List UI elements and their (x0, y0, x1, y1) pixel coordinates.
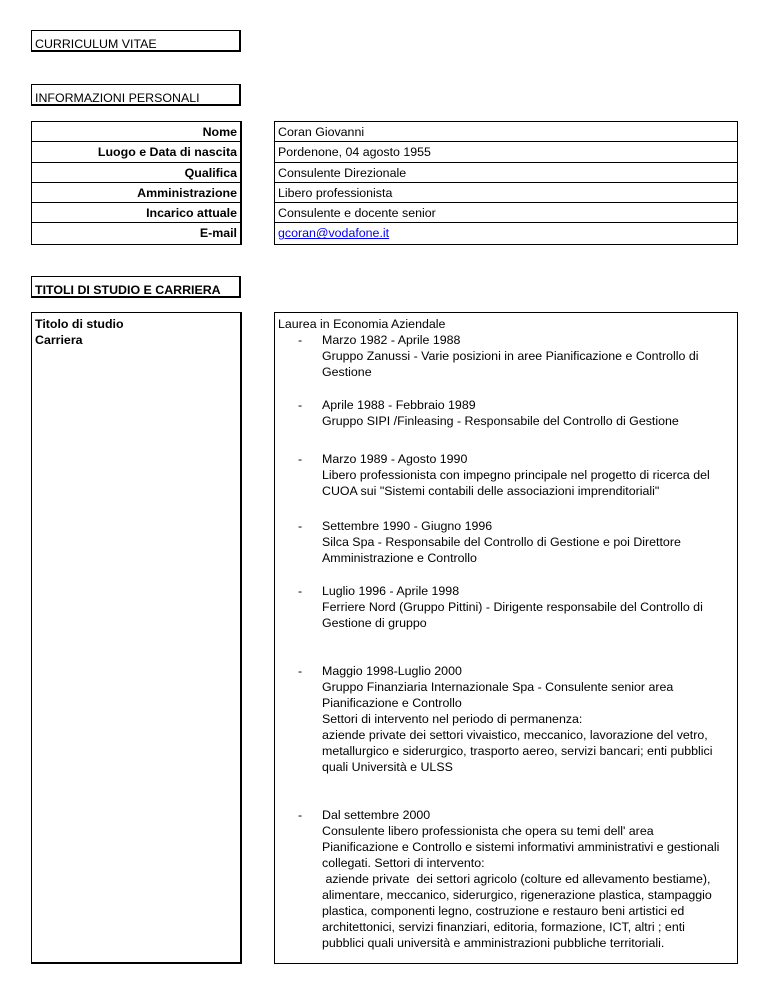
career-line: Gestione (322, 365, 372, 379)
label-qualifica: Qualifica (32, 163, 240, 183)
label-carriera: Carriera (35, 333, 83, 347)
list-dash: - (298, 808, 303, 822)
value-email[interactable] (275, 223, 737, 243)
cv-title: CURRICULUM VITAE (31, 30, 241, 52)
career-line: alimentare, meccanico, siderurgico, rigenerazione plastica, stampaggio (322, 888, 712, 902)
career-period: Maggio 1998-Luglio 2000 (322, 664, 462, 678)
list-dash: - (298, 398, 303, 412)
career-line: plastica, componenti legno, costruzione e restauro beni artistici ed (322, 904, 685, 918)
career-period: Luglio 1996 - Aprile 1998 (322, 584, 460, 598)
degree-value: Laurea in Economia Aziendale (278, 317, 446, 331)
career-period: Marzo 1989 - Agosto 1990 (322, 452, 468, 466)
email-link[interactable]: gcoran@vodafone.it (278, 226, 390, 241)
studies-content (274, 312, 738, 964)
career-line: Gruppo Zanussi - Varie posizioni in aree Pianificazione e Controllo di (322, 349, 699, 363)
list-dash: - (298, 333, 303, 347)
career-line: metallurgico e siderurgico, trasporto aereo, servizi bancari; enti pubblici (322, 744, 713, 758)
career-period: Dal settembre 2000 (322, 808, 431, 822)
career-line: Ferriere Nord (Gruppo Pittini) - Dirigente responsabile del Controllo di (322, 600, 703, 614)
personal-values (274, 121, 738, 245)
career-line: quali Università e ULSS (322, 760, 453, 774)
list-dash: - (298, 584, 303, 598)
personal-labels (31, 121, 242, 245)
career-line: Libero professionista con impegno principale nel progetto di ricerca del (322, 468, 710, 482)
career-period: Settembre 1990 - Giugno 1996 (322, 519, 493, 533)
career-line: aziende private dei settori vivaistico, meccanico, lavorazione del vetro, (322, 728, 708, 742)
value-qualifica: Consulente Direzionale (275, 163, 737, 183)
career-line: CUOA sui "Sistemi contabili delle associazioni imprenditoriali" (322, 484, 660, 498)
career-line: Gestione di gruppo (322, 616, 427, 630)
value-amministrazione: Libero professionista (275, 183, 737, 203)
label-nome: Nome (32, 122, 240, 142)
career-line: Pianificazione e Controllo (322, 696, 462, 710)
career-line: Pianificazione e Controllo e sistemi informativi amministrativi e gestionali (322, 840, 720, 854)
career-line: aziende private dei settori agricolo (colture ed allevamento bestiame), (322, 872, 711, 886)
studies-labels (31, 312, 242, 964)
career-line: Consulente libero professionista che opera su temi dell' area (322, 824, 654, 838)
studies-heading: TITOLI DI STUDIO E CARRIERA (31, 276, 241, 298)
list-dash: - (298, 452, 303, 466)
career-line: collegati. Settori di intervento: (322, 856, 485, 870)
label-birth: Luogo e Data di nascita (32, 142, 240, 162)
career-line: pubblici quali università e amministrazioni pubbliche territoriali. (322, 936, 665, 950)
career-period: Marzo 1982 - Aprile 1988 (322, 333, 461, 347)
label-email: E-mail (199, 226, 237, 241)
career-period: Aprile 1988 - Febbraio 1989 (322, 398, 476, 412)
label-titolo-studio: Titolo di studio (35, 317, 124, 331)
career-line: Silca Spa - Responsabile del Controllo di Gestione e poi Direttore (322, 535, 681, 549)
personal-info-heading: INFORMAZIONI PERSONALI (31, 84, 241, 106)
list-dash: - (298, 519, 303, 533)
career-line: Amministrazione e Controllo (322, 551, 477, 565)
career-line: Settori di intervento nel periodo di permanenza: (322, 712, 583, 726)
label-amministrazione: Amministrazione (32, 183, 240, 203)
value-nome: Coran Giovanni (275, 122, 737, 142)
list-dash: - (298, 664, 303, 678)
career-line: Gruppo SIPI /Finleasing - Responsabile del Controllo di Gestione (322, 414, 679, 428)
value-birth: Pordenone, 04 agosto 1955 (275, 142, 737, 162)
label-incarico: Incarico attuale (32, 203, 240, 223)
career-line: architettonici, servizi finanziari, editoria, formazione, ICT, altri ; enti (322, 920, 685, 934)
career-line: Gruppo Finanziaria Internazionale Spa - Consulente senior area (322, 680, 674, 694)
value-incarico: Consulente e docente senior (275, 203, 737, 223)
